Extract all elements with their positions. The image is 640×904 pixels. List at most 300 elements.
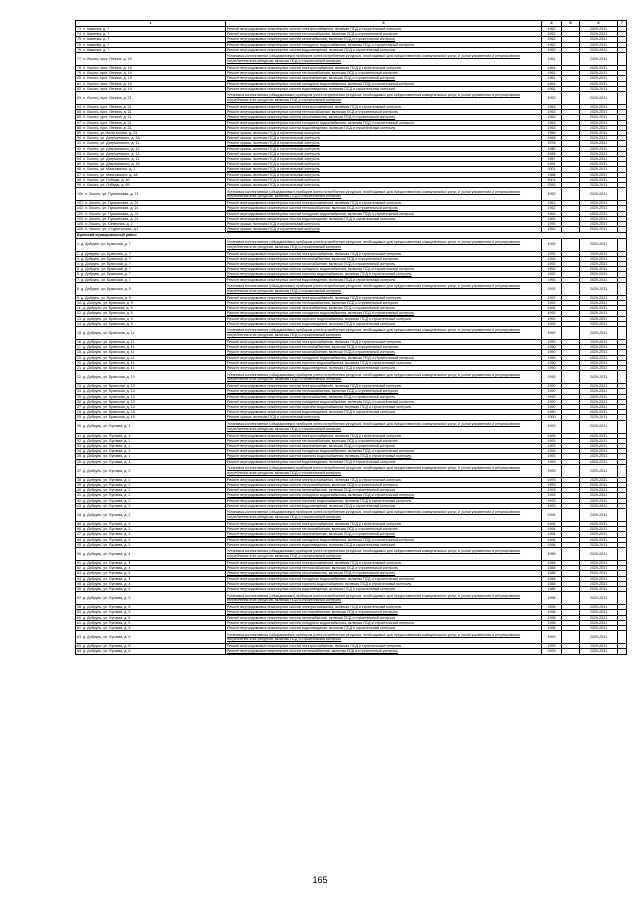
table-row [76,188,627,201]
build-year-cell: 1993 [542,464,562,477]
work-type-cell: Ремонт внутридомовых инженерных систем холодного водоснабжения, включая ПСД и строительный контроль [226,493,542,498]
row-number: 92 [77,146,81,151]
build-year-cell: 1962 [542,216,562,221]
row-address: д. Добрунь, ул. Луговая, д. 2 [83,498,131,503]
work-type-cell: Ремонт внутридомовых инженерных систем газоснабжения, включая ПСД и строительный контроль [226,532,542,537]
row-address: д. Добрунь, ул. Брянская, д. 15 [83,415,135,420]
address-cell: 9. д. Добрунь, ул. Брянская, д. 9 [76,295,226,300]
period-cell: 2029-2031 [580,483,618,488]
row-address: д. Добрунь, ул. Луговая, д. 1 [83,438,131,443]
row-number: 12 [77,311,81,316]
period-cell: 2029-2031 [580,537,618,542]
period-cell: 2029-2031 [580,32,618,37]
row-address: п. Локоть, ул. Вали Котика, д. 23 [83,131,138,136]
row-address: д. Добрунь, ул. Брянская, д. 7 [81,256,131,261]
period-cell: 2029-2031 [580,151,618,156]
blank-cell [562,92,580,105]
work-type-cell: Ремонт крыши, включая ПСД и строительный контроль [226,136,542,141]
row-number: 3 [77,256,79,261]
period-cell: 2029-2031 [580,626,618,631]
header-cell-3: 4 [542,21,562,27]
period-cell: 2029-2031 [580,548,618,561]
build-year-cell: 1990 [542,183,562,188]
period-cell: 2029-2031 [580,261,618,266]
address-cell: 36. д. Добрунь, ул. Луговая, д. 1 [76,459,226,464]
row-number: 102 [77,206,83,211]
period-cell: 2029-2031 [580,438,618,443]
build-year-cell: 1993 [542,493,562,498]
row-number: 14 [77,321,81,326]
row-address: д. Добрунь, ул. Луговая, д. 6 [83,649,131,654]
period-cell: 2029-2031 [580,162,618,167]
blank-cell [562,53,580,66]
row-address: д. Добрунь, ул. Брянская, д. 11 [83,339,135,344]
build-year-cell: 1993 [542,488,562,493]
address-cell: 96. п. Локоть, ул. Маяковского, д. 1 [76,167,226,172]
row-address: д. Добрунь, ул. Брянская, д. 7 [81,261,131,266]
row-number: 52 [77,566,81,571]
row-address: д. Добрунь, ул. Брянская, д. 7 [81,272,131,277]
build-year-cell: 1992 [542,300,562,305]
row-address: д. Добрунь, ул. Луговая, д. 3 [83,527,131,532]
address-cell: 83. п. Локоть, пркт. Ленина, д. 21 [76,92,226,105]
period-cell: 2029-2031 [580,493,618,498]
row-address: д. Добрунь, ул. Луговая, д. 4 [83,561,131,566]
row-number: 75 [77,37,81,42]
address-cell: 75. п. Каменка, д. 7 [76,37,226,42]
row-number: 82 [77,86,81,91]
period-cell: 2029-2031 [580,211,618,216]
work-type-cell: Ремонт внутридомовых инженерных систем горячего водоснабжения, включая ПСД и строительный контроль [226,360,542,365]
period-cell: 2029-2031 [580,115,618,120]
row-address: д. Добрунь, ул. Брянская, д. 11 [83,365,135,370]
build-year-cell: 1993 [542,222,562,227]
address-cell: 35. д. Добрунь, ул. Луговая, д. 1 [76,454,226,459]
row-address: д. Добрунь, ул. Луговая, д. 3 [83,522,131,527]
build-year-cell: 1966 [542,131,562,136]
build-year-cell: 1963 [542,125,562,130]
build-year-cell: 1963 [542,92,562,105]
row-number: 9 [77,295,79,300]
period-cell: 2029-2031 [580,136,618,141]
work-type-cell: Ремонт внутридомовых инженерных систем электроснабжения, включая ПСД и строительный контроль [226,477,542,482]
row-address: д. Добрунь, ул. Брянская, д. 11 [83,360,135,365]
build-year-cell: 1990 [542,384,562,389]
row-address: д. Добрунь, ул. Брянская, д. 13 [83,399,135,404]
row-address: д. Добрунь, ул. Брянская, д. 9 [81,286,131,291]
blank-cell [562,188,580,201]
work-type-cell: Ремонт крыши, включая ПСД и строительный контроль [226,131,542,136]
row-number: 11 [77,306,81,311]
build-year-cell: 1992 [542,256,562,261]
address-cell: 15. д. Добрунь, ул. Брянская, д. 11 [76,326,226,339]
row-number: 81 [77,81,81,86]
work-type-cell: Ремонт крыши, включая ПСД и строительный контроль [226,172,542,177]
build-year-cell: 1966 [542,136,562,141]
work-type-cell: Ремонт крыши, включая ПСД и строительный контроль [226,162,542,167]
build-year-cell: 1990 [542,339,562,344]
work-type-cell: Ремонт внутридомовых инженерных систем холодного водоснабжения, включая ПСД и строительный контроль [226,355,542,360]
period-cell: 2029-2031 [580,394,618,399]
work-type-cell: Ремонт внутридомовых инженерных систем теплоснабжения, включая ПСД и строительный контроль [226,527,542,532]
address-cell: 18. д. Добрунь, ул. Брянская, д. 11 [76,350,226,355]
period-cell: 2029-2031 [580,631,618,644]
table-row [76,631,627,644]
period-cell: 2029-2031 [580,415,618,420]
build-year-cell: 1994 [542,522,562,527]
build-year-cell: 1992 [542,295,562,300]
address-cell: 56. д. Добрунь, ул. Луговая, д. 4 [76,587,226,592]
row-address: д. Добрунь, ул. Луговая, д. 6 [83,644,131,649]
period-cell: 2029-2031 [580,615,618,620]
address-cell: 79. п. Локоть, пркт. Ленина, д. 19 [76,71,226,76]
work-type-cell: Ремонт внутридомовых инженерных систем газоснабжения, включая ПСД и строительный контроль [226,394,542,399]
work-type-cell: Ремонт крыши, включая ПСД и строительный контроль [226,415,542,420]
work-type-cell: Ремонт внутридомовых инженерных систем электроснабжения, включая ПСД и строительный контроль [226,27,542,32]
address-cell: 42. д. Добрунь, ул. Луговая, д. 2 [76,498,226,503]
period-cell: 2029-2031 [580,503,618,508]
period-cell: 2029-2031 [580,443,618,448]
address-cell: 11. д. Добрунь, ул. Брянская, д. 9 [76,306,226,311]
row-number: 17 [77,345,81,350]
row-number: 47 [77,532,81,537]
address-cell: 55. д. Добрунь, ул. Луговая, д. 4 [76,581,226,586]
work-type-cell: Ремонт внутридомовых инженерных систем газоснабжения, включая ПСД и строительный контроль [226,615,542,620]
row-address: п. Локоть, пркт. Ленина, д. 19 [83,56,132,61]
build-year-cell: 1988 [542,571,562,576]
address-cell: 76. п. Каменка, д. 7 [76,47,226,52]
address-cell: 91. п. Локоть, ул. Дзержинского, д. 11 [76,141,226,146]
build-year-cell: 1993 [542,454,562,459]
address-cell: 51. д. Добрунь, ул. Луговая, д. 4 [76,561,226,566]
address-cell: 38. д. Добрунь, ул. Луговая, д. 2 [76,477,226,482]
work-type-cell: Ремонт внутридомовых инженерных систем газоснабжения, включая ПСД и строительный контроль [226,261,542,266]
build-year-cell: 1993 [542,459,562,464]
address-cell: 1. д. Добрунь, ул. Брянская, д. 7 [76,238,226,251]
address-cell: 43. д. Добрунь, ул. Луговая, д. 2 [76,503,226,508]
period-cell: 2029-2031 [580,146,618,151]
table-row [76,548,627,561]
build-year-cell: 1962 [542,27,562,32]
row-address: д. Добрунь, ул. Луговая, д. 2 [83,468,131,473]
work-type-cell: Ремонт внутридомовых инженерных систем теплоснабжения, включая ПСД и строительный контроль [226,438,542,443]
row-number: 33 [77,443,81,448]
row-address: д. Добрунь, ул. Луговая, д. 2 [83,488,131,493]
row-address: д. Добрунь, ул. Луговая, д. 1 [83,433,131,438]
row-address: п. Локоть, ул. Северная, д. 2 [85,222,133,227]
row-number: 75 [77,42,81,47]
build-year-cell: 2000 [542,415,562,420]
row-address: д. Добрунь, ул. Брянская, д. 11 [83,350,135,355]
row-number: 61 [77,620,81,625]
row-address: д. Добрунь, ул. Луговая, д. 2 [83,493,131,498]
row-number: 106 [77,227,83,232]
work-type-cell: Установка коллективных (общедомовых) приборов учета потребления ресурсов, необходимых для предоставления коммунальных услуг, и узлов управления и регулирования потребления этих ресурсов, включая ПСД и строительный контроль [226,631,542,644]
row-number: 15 [77,330,81,335]
build-year-cell: 1987 [542,157,562,162]
period-cell: 2029-2031 [580,92,618,105]
build-year-cell: 1996 [542,605,562,610]
row-address: д. Добрунь, ул. Луговая, д. 1 [83,449,131,454]
row-number: 60 [77,615,81,620]
row-address: д. Добрунь, ул. Луговая, д. 4 [83,551,131,556]
period-cell: 2029-2031 [580,66,618,71]
row-number: 105 [77,222,83,227]
row-address: п. Локоть, ул. Маяковского, д. 3А [83,172,138,177]
row-address: д. Добрунь, ул. Брянская, д. 9 [82,306,133,311]
address-cell: 47. д. Добрунь, ул. Луговая, д. 3 [76,532,226,537]
period-cell: 2029-2031 [580,251,618,256]
work-type-cell: Ремонт внутридомовых инженерных систем теплоснабжения, включая ПСД и строительный контроль [226,345,542,350]
row-address: д. Добрунь, ул. Брянская, д. 9 [83,316,133,321]
period-cell: 2029-2031 [580,527,618,532]
row-address: п. Каменка, д. 7 [83,37,110,42]
row-address: п. Локоть, ул. Дзержинского, д. 14 [83,157,140,162]
build-year-cell: 1990 [542,350,562,355]
period-cell: 2029-2031 [580,384,618,389]
build-year-cell: 1990 [542,399,562,404]
row-address: д. Добрунь, ул. Брянская, д. 7 [81,277,131,282]
row-address: д. Добрунь, ул. Луговая, д. 4 [83,587,131,592]
row-number: 100 [77,192,83,197]
address-cell: 30. д. Добрунь, ул. Луговая, д. 1 [76,420,226,433]
row-number: 44 [77,512,81,517]
build-year-cell: 1992 [542,261,562,266]
blank-cell [618,326,627,339]
row-number: 27 [77,404,81,409]
build-year-cell: 1993 [542,498,562,503]
address-cell: 97. п. Локоть, ул. Маяковского, д. 3А [76,172,226,177]
address-cell: 63. д. Добрунь, ул. Луговая, д. 6 [76,631,226,644]
table-row [76,371,627,384]
row-address: д. Добрунь, ул. Брянская, д. 13 [83,410,135,415]
blank-cell [618,420,627,433]
build-year-cell: 1984 [542,151,562,156]
period-cell: 2029-2031 [580,449,618,454]
build-year-cell: 1990 [542,360,562,365]
build-year-cell: 1994 [542,527,562,532]
row-address: п. Локоть, пркт. Ленина, д. 21 [83,105,132,110]
blank-cell [618,592,627,605]
work-type-cell: Ремонт внутридомовых инженерных систем электроснабжения, включая ПСД и строительный контроль [226,339,542,344]
row-address: д. Добрунь, ул. Брянская, д. 11 [83,330,135,335]
row-number: 6 [77,272,79,277]
address-cell: 103. п. Локоть, ул. Пушкинская, д. 21 [76,211,226,216]
table-row [76,420,627,433]
row-address: п. Каменка, д. 7 [83,27,110,31]
row-address: п. Локоть, пркт. Ленина, д. 21 [83,115,132,120]
period-cell: 2029-2031 [580,644,618,649]
row-address: п. Локоть, ул. Победы, д. 69 [83,183,130,188]
row-address: д. Добрунь, ул. Брянская, д. 13 [83,394,135,399]
row-number: 25 [77,394,81,399]
address-cell: 48. д. Добрунь, ул. Луговая, д. 3 [76,537,226,542]
row-number: 45 [77,522,81,527]
build-year-cell: 1990 [542,365,562,370]
row-number: 89 [77,131,81,136]
work-type-cell: Ремонт внутридомовых инженерных систем горячего водоснабжения, включая ПСД и строительный контроль [226,498,542,503]
build-year-cell: 1961 [542,71,562,76]
work-type-cell: Установка коллективных (общедомовых) приборов учета потребления ресурсов, необходимых для предоставления коммунальных услуг, и узлов управления и регулирования потребления этих ресурсов, включая ПСД и строительный контроль [226,371,542,384]
address-cell: 44. д. Добрунь, ул. Луговая, д. 3 [76,509,226,522]
build-year-cell: 1988 [542,581,562,586]
period-cell: 2029-2031 [580,222,618,227]
period-cell: 2029-2031 [580,306,618,311]
period-cell: 2029-2031 [580,188,618,201]
period-cell: 2029-2031 [580,183,618,188]
address-cell: 16. д. Добрунь, ул. Брянская, д. 11 [76,339,226,344]
row-number: 22 [77,375,81,380]
blank-cell [562,509,580,522]
build-year-cell: 1961 [542,53,562,66]
table-row [76,326,627,339]
work-type-cell: Установка коллективных (общедомовых) приборов учета потребления ресурсов, необходимых для предоставления коммунальных услуг, и узлов управления и регулирования потребления этих ресурсов, включая ПСД и строительный контроль [226,326,542,339]
address-cell: 85. п. Локоть, пркт. Ленина, д. 21 [76,110,226,115]
row-address: д. Добрунь, ул. Луговая, д. 3 [83,537,131,542]
work-type-cell: Установка коллективных (общедомовых) приборов учета потребления ресурсов, необходимых для предоставления коммунальных услуг, и узлов управления и регулирования потребления этих ресурсов, включая ПСД и строительный контроль [226,188,542,201]
period-cell: 2029-2031 [580,509,618,522]
row-number: 98 [77,177,81,182]
work-type-cell: Ремонт внутридомовых инженерных систем теплоснабжения, включая ПСД и строительный контроль [226,566,542,571]
build-year-cell: 1990 [542,394,562,399]
build-year-cell: 1962 [542,206,562,211]
period-cell: 2029-2031 [580,454,618,459]
row-address: п. Каменка, д. 7 [83,32,110,37]
row-address: п. Локоть, пркт. Ленина, д. 19 [83,81,132,86]
address-cell: 90. п. Локоть, ул. Дзержинского, д. 3А [76,136,226,141]
row-number: 20 [77,360,81,365]
period-cell: 2029-2031 [580,605,618,610]
build-year-cell: 1992 [542,272,562,277]
build-year-cell: 1996 [542,620,562,625]
work-type-cell: Ремонт внутридомовых инженерных систем водоотведения, включая ПСД и строительный контроль [226,47,542,52]
row-address: п. Каменка, д. 7 [83,42,110,47]
work-type-cell: Ремонт крыши, включая ПСД и строительный контроль [226,227,542,232]
row-address: д. Добрунь, ул. Луговая, д. 1 [83,454,131,459]
row-number: 103 [77,211,83,216]
period-cell: 2029-2031 [580,272,618,277]
address-cell: 50. д. Добрунь, ул. Луговая, д. 4 [76,548,226,561]
build-year-cell: 1996 [542,615,562,620]
build-year-cell: 1994 [542,542,562,547]
row-number: 55 [77,581,81,586]
address-cell: 34. д. Добрунь, ул. Луговая, д. 1 [76,449,226,454]
build-year-cell: 1962 [542,201,562,206]
address-cell: 19. д. Добрунь, ул. Брянская, д. 11 [76,355,226,360]
period-cell: 2029-2031 [580,410,618,415]
row-number: 1 [77,242,79,247]
period-cell: 2029-2031 [580,326,618,339]
address-cell: 53. д. Добрунь, ул. Луговая, д. 4 [76,571,226,576]
build-year-cell: 1988 [542,548,562,561]
address-cell: 5. д. Добрунь, ул. Брянская, д. 7 [76,267,226,272]
row-address: д. Добрунь, ул. Луговая, д. 1 [83,443,131,448]
build-year-cell: 1990 [542,371,562,384]
header-cell-6: 7 [618,21,627,27]
work-type-cell: Ремонт внутридомовых инженерных систем горячего водоснабжения, включая ПСД и строительный контроль [226,404,542,409]
period-cell: 2029-2031 [580,125,618,130]
address-cell: 60. д. Добрунь, ул. Луговая, д. 5 [76,615,226,620]
row-number: 64 [77,644,81,649]
work-type-cell: Ремонт внутридомовых инженерных систем электроснабжения, включая ПСД и строительный контроль [226,105,542,110]
period-cell: 2029-2031 [580,295,618,300]
address-cell: 81. п. Локоть, пркт. Ленина, д. 19 [76,81,226,86]
address-cell: 64. д. Добрунь, ул. Луговая, д. 6 [76,644,226,649]
row-number: 39 [77,483,81,487]
row-number: 97 [77,172,81,177]
row-address: п. Локоть, ул. Студенческая, д.1 [85,227,139,232]
build-year-cell: 1961 [542,66,562,71]
work-type-cell: Ремонт внутридомовых инженерных систем теплоснабжения, включая ПСД и строительный контроль [226,389,542,394]
build-year-cell: 1996 [542,610,562,615]
period-cell: 2029-2031 [580,542,618,547]
row-number: 74 [77,32,81,37]
address-cell: 105. п. Локоть, ул. Северная, д. 2 [76,222,226,227]
address-cell: 7. д. Добрунь, ул. Брянская, д. 7 [76,277,226,282]
header-cell-5: 6 [580,21,618,27]
period-cell: 2029-2031 [580,37,618,42]
work-type-cell: Установка коллективных (общедомовых) приборов учета потребления ресурсов, необходимых для предоставления коммунальных услуг, и узлов управления и регулирования потребления этих ресурсов, включая ПСД и строительный контроль [226,53,542,66]
build-year-cell: 1963 [542,105,562,110]
work-type-cell: Ремонт внутридомовых инженерных систем электроснабжения, включая ПСД и строительный контроль [226,384,542,389]
build-year-cell: 2001 [542,167,562,172]
blank-cell [618,649,627,654]
period-cell: 2029-2031 [580,350,618,355]
build-year-cell: 1994 [542,532,562,537]
address-cell: 100. п. Локоть, ул. Пушкинская, д. 21 [76,188,226,201]
row-address: д. Добрунь, ул. Луговая, д. 5 [83,605,131,610]
blank-cell [618,92,627,105]
work-type-cell: Ремонт внутридомовых инженерных систем теплоснабжения, включая ПСД и строительный контроль [226,610,542,615]
row-number: 86 [77,115,81,120]
period-cell: 2029-2031 [580,71,618,76]
row-number: 51 [77,561,81,566]
period-cell: 2029-2031 [580,610,618,615]
work-type-cell: Ремонт крыши, включая ПСД и строительный контроль [226,151,542,156]
row-number: 99 [77,183,81,188]
address-cell: 57. д. Добрунь, ул. Луговая, д. 5 [76,592,226,605]
period-cell: 2029-2031 [580,110,618,115]
row-number: 35 [77,454,81,459]
blank-cell [618,282,627,295]
row-number: 85 [77,110,81,115]
work-type-cell: Ремонт внутридомовых инженерных систем горячего водоснабжения, включая ПСД и строительный контроль [226,454,542,459]
table-row [76,649,627,654]
row-address: д. Добрунь, ул. Луговая, д. 5 [83,626,131,631]
period-cell: 2029-2031 [580,404,618,409]
row-address: д. Добрунь, ул. Брянская, д. 13 [83,384,135,389]
row-number: 63 [77,635,81,640]
work-type-cell: Ремонт внутридомовых инженерных систем водоотведения, включая ПСД и строительный контроль [226,626,542,631]
row-number: 73 [77,27,81,31]
row-number: 13 [77,316,81,321]
period-cell: 2029-2031 [580,522,618,527]
row-address: п. Локоть, ул. Маяковского, д. 1 [83,167,136,172]
address-cell: 39. д. Добрунь, ул. Луговая, д. 2 [76,483,226,488]
row-number: 30 [77,424,81,429]
row-address: п. Локоть, ул. Пушкинская, д. 21 [85,206,139,211]
blank-cell [562,464,580,477]
row-number: 104 [77,216,83,221]
work-type-cell: Ремонт внутридомовых инженерных систем холодного водоснабжения, включая ПСД и строительный контроль [226,620,542,625]
work-type-cell: Ремонт внутридомовых инженерных систем водоотведения, включая ПСД и строительный контроль [226,503,542,508]
build-year-cell: 1993 [542,631,562,644]
build-year-cell: 1980 [542,146,562,151]
period-cell: 2029-2031 [580,141,618,146]
row-number: 50 [77,551,81,556]
period-cell: 2029-2031 [580,561,618,566]
row-address: д. Добрунь, ул. Брянская, д. 9 [81,295,131,300]
